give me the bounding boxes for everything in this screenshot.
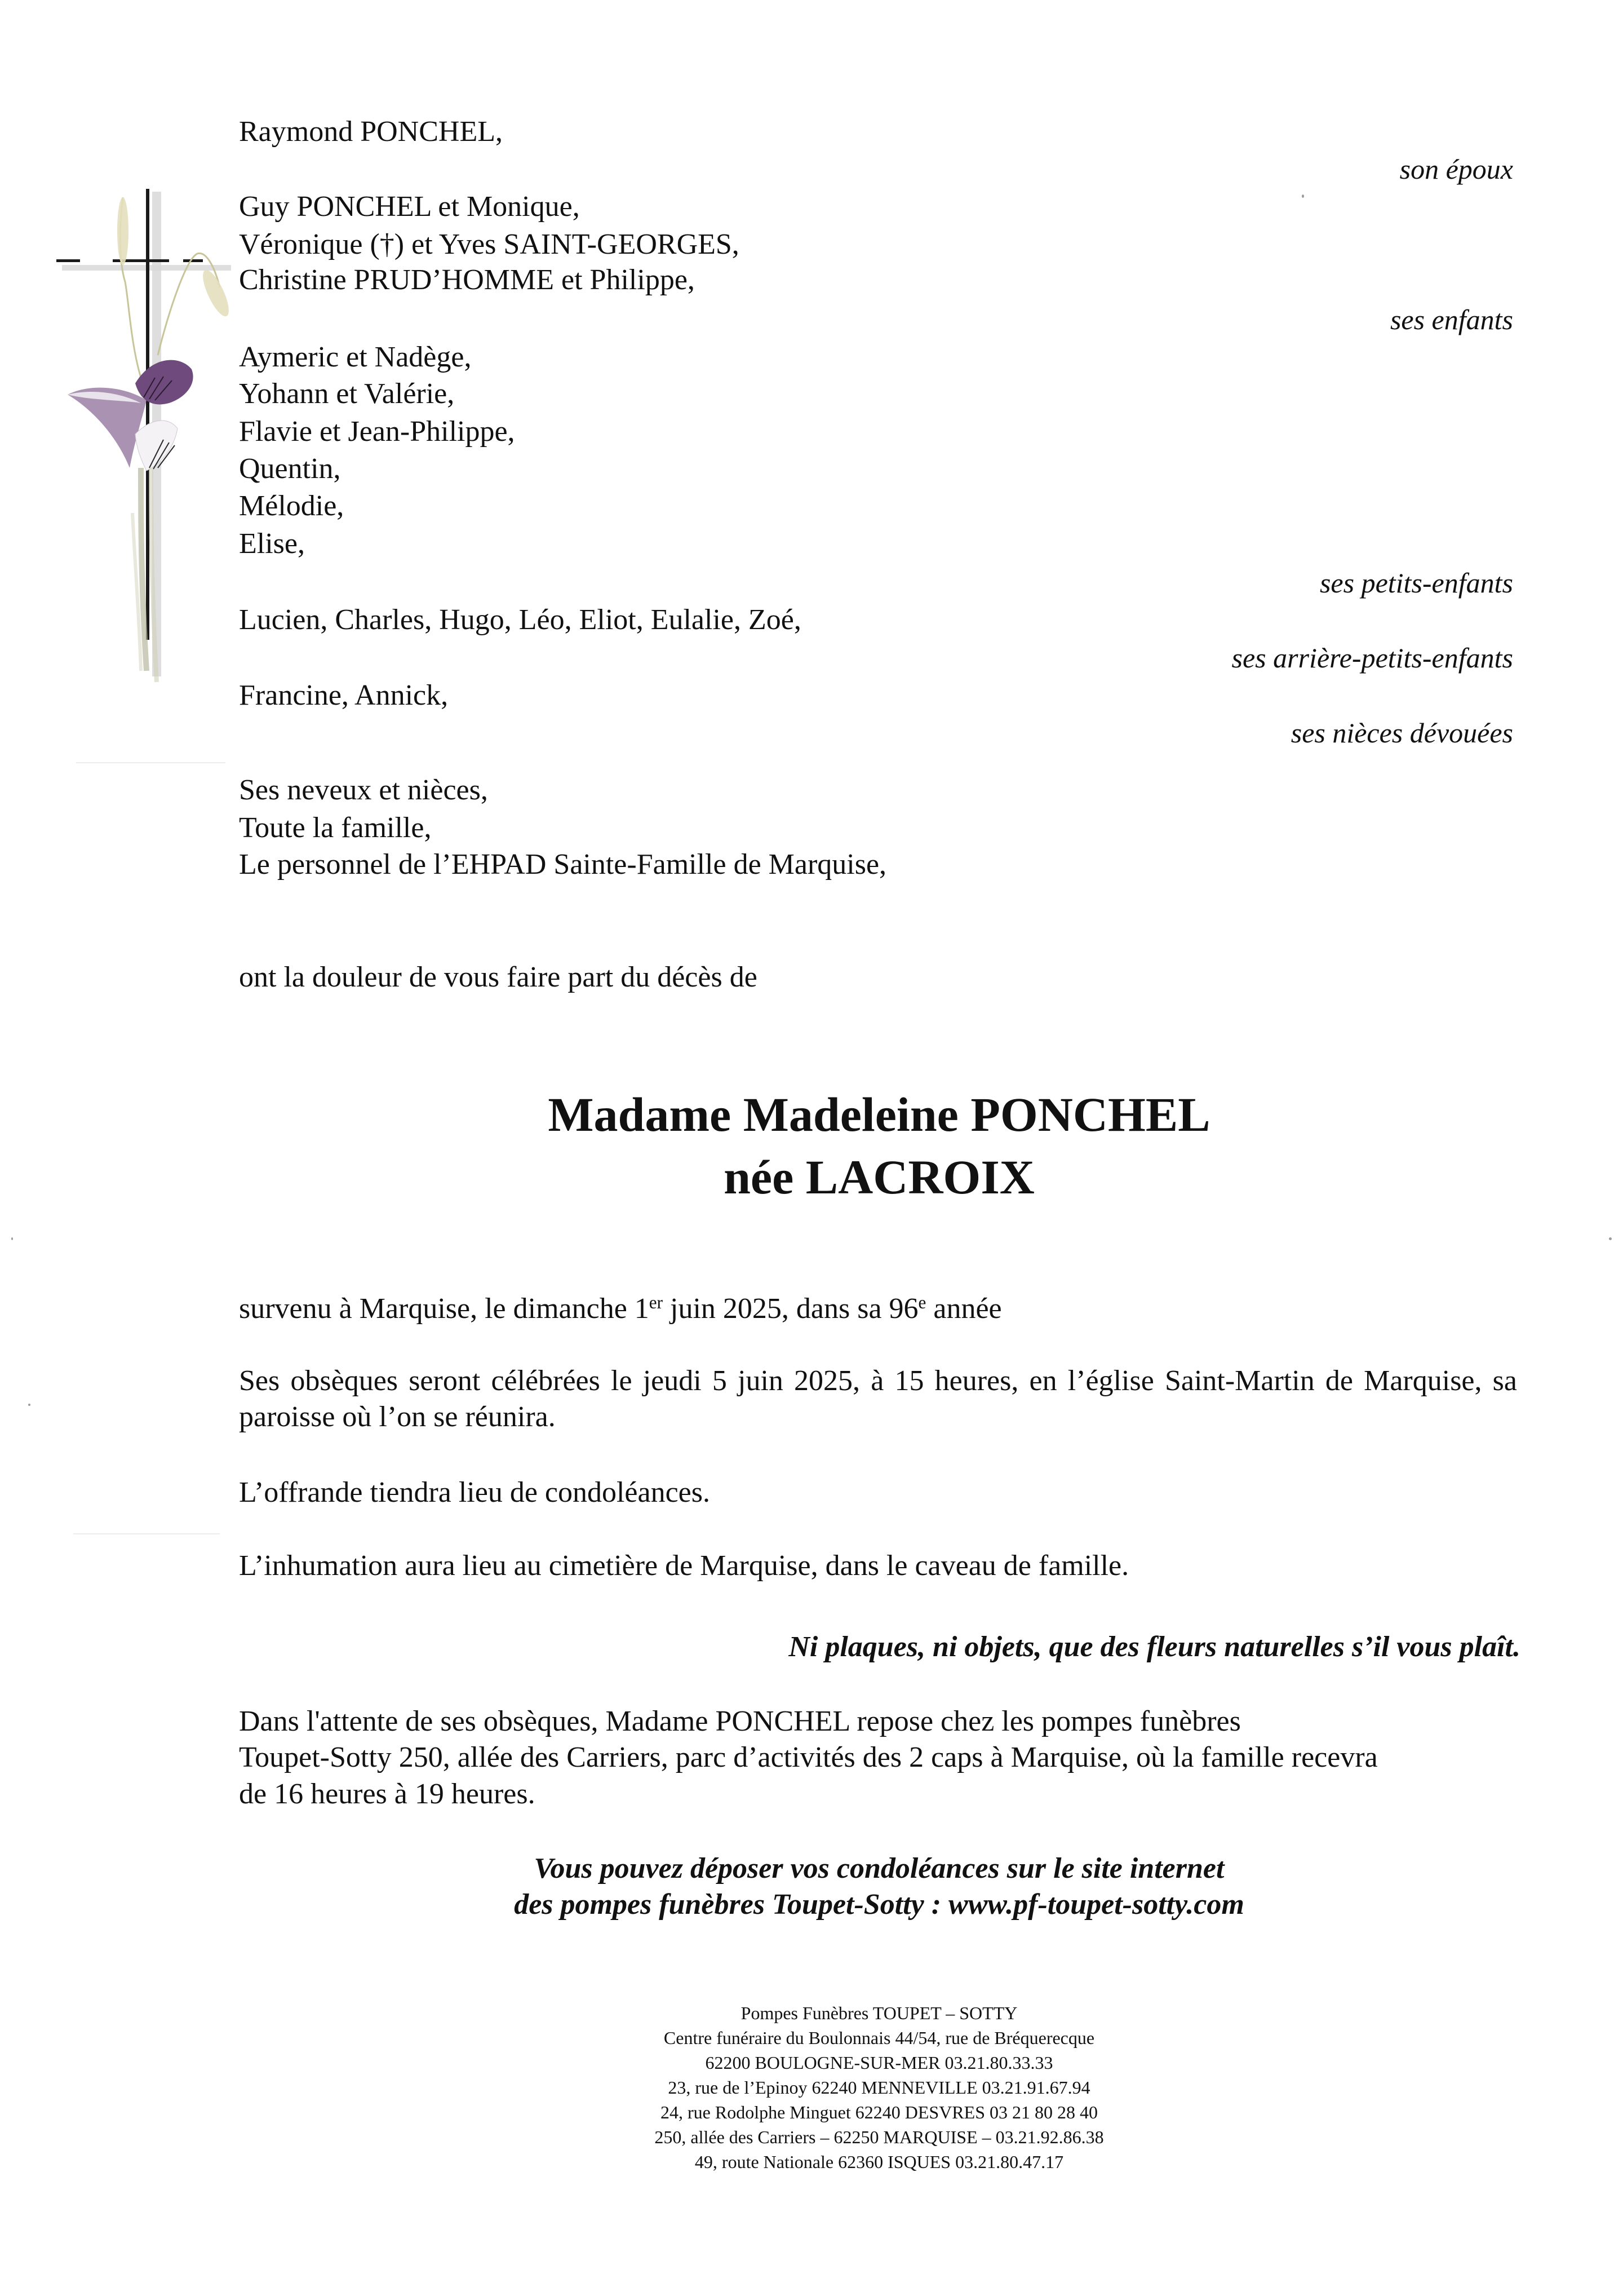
child-name: Guy PONCHEL et Monique, (239, 191, 580, 223)
deceased-maiden-name: née LACROIX (724, 1150, 1035, 1204)
footer-address-line: Centre funéraire du Boulonnais 44/54, rue de Bréquerecque (663, 2028, 1095, 2048)
flowers-note: Ni plaques, ni objets, que des fleurs naturelles s’il vous plaît. (788, 1631, 1520, 1663)
nieces-names: Francine, Annick, (239, 679, 449, 711)
other-family-line: Toute la famille, (239, 812, 432, 844)
relation-spouse-label: son époux (1399, 153, 1513, 185)
relation-children-label: ses enfants (1390, 304, 1513, 335)
grandchild-name: Flavie et Jean-Philippe, (239, 415, 515, 448)
offering-paragraph: L’offrande tiendra lieu de condoléances. (239, 1476, 710, 1508)
death-info-prefix: survenu à Marquise, le dimanche 1 (239, 1293, 649, 1325)
relation-nieces-label: ses nièces dévouées (1291, 717, 1513, 749)
grandchild-name: Mélodie, (239, 490, 344, 522)
scan-speck (1302, 194, 1304, 198)
age-ordinal: e (918, 1292, 926, 1312)
footer-company-name: Pompes Funèbres TOUPET – SOTTY (740, 2003, 1018, 2023)
scan-artifact-line (73, 1533, 220, 1534)
day-ordinal: er (649, 1292, 663, 1312)
child-name: Véronique (†) et Yves SAINT-GEORGES, (239, 228, 739, 260)
great-grandchildren-names: Lucien, Charles, Hugo, Léo, Eliot, Eulalie, Zoé, (239, 604, 801, 636)
scan-artifact-line (76, 762, 225, 763)
death-info (239, 1294, 1002, 1324)
visitation-line: Dans l'attente de ses obsèques, Madame PONCHEL repose chez les pompes funèbres (239, 1705, 1241, 1737)
footer-address-line: 62200 BOULOGNE-SUR-MER 03.21.80.33.33 (705, 2052, 1053, 2073)
grandchild-name: Aymeric et Nadège, (239, 341, 472, 373)
deceased-name: Madame Madeleine PONCHEL (548, 1087, 1210, 1142)
visitation-line: Toupet-Sotty 250, allée des Carriers, parc d’activités des 2 caps à Marquise, où la famille recevra (239, 1741, 1378, 1773)
death-info-suffix: année (926, 1293, 1002, 1325)
footer-address-line: 49, route Nationale 62360 ISQUES 03.21.80.47.17 (694, 2152, 1064, 2172)
grandchild-name: Elise, (239, 528, 305, 560)
relation-grandchildren-label: ses petits-enfants (1319, 567, 1513, 599)
footer-address-line: 23, rue de l’Epinoy 62240 MENNEVILLE 03.21.91.67.94 (668, 2077, 1090, 2098)
other-family-line: Ses neveux et nièces, (239, 774, 488, 806)
child-name: Christine PRUD’HOMME et Philippe, (239, 264, 695, 296)
condolences-line: Vous pouvez déposer vos condoléances sur le site internet (534, 1852, 1225, 1884)
grandchild-name: Yohann et Valérie, (239, 378, 455, 410)
funeral-home-footer (0, 2001, 1623, 2174)
footer-address-line: 250, allée des Carriers – 62250 MARQUISE – 03.21.92.86.38 (654, 2127, 1104, 2147)
scan-speck (1609, 1237, 1612, 1240)
footer-address-line: 24, rue Rodolphe Minguet 62240 DESVRES 03 21 80 28 40 (660, 2102, 1098, 2122)
cross-lily-ornament-icon (56, 175, 248, 699)
funeral-paragraph: Ses obsèques seront célébrées le jeudi 5 juin 2025, à 15 heures, en l’église Saint-Martin de Marquise, sa paroisse où l’on se réunira. (239, 1365, 1517, 1433)
death-info-middle: juin 2025, dans sa 96 (663, 1293, 919, 1325)
burial-paragraph: L’inhumation aura lieu au cimetière de Marquise, dans le caveau de famille. (239, 1550, 1129, 1582)
condolences-line-website: des pompes funèbres Toupet-Sotty : www.pf-toupet-sotty.com (514, 1888, 1244, 1921)
other-family-line: Le personnel de l’EHPAD Sainte-Famille de Marquise, (239, 848, 887, 881)
spouse-name: Raymond PONCHEL, (239, 116, 503, 148)
condolences-notice (0, 1851, 1623, 1923)
grandchild-name: Quentin, (239, 453, 341, 485)
relation-great-grandchildren-label: ses arrière-petits-enfants (1231, 642, 1513, 674)
announcement-text: ont la douleur de vous faire part du décès de (239, 961, 757, 993)
scan-speck (28, 1404, 30, 1406)
scan-speck (11, 1237, 13, 1240)
visitation-line: de 16 heures à 19 heures. (239, 1778, 535, 1810)
